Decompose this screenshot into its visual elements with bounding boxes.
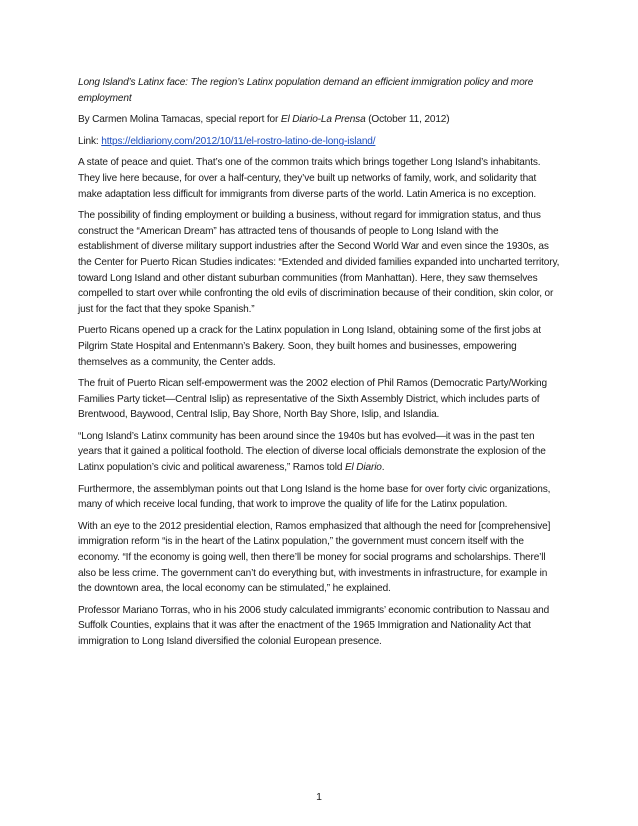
byline-date: (October 11, 2012) xyxy=(365,114,450,126)
paragraph-1: A state of peace and quiet. That’s one of the common traits which brings together Long Island’s inhabitants. They live here because, for over a half-century, they’ve built up networks of family, work, and solidarity that make adaptation less difficult for immigrants from diverse parts of the world. Latin America is no exception. xyxy=(78,157,541,200)
paragraph-8: Professor Mariano Torras, who in his 2006 study calculated immigrants’ economic contribution to Nassau and Suffolk Counties, explains that it was after the enactment of the 1965 Immigration and Nationality Act that immigration to Long Island diversified the colonial European presence. xyxy=(78,604,550,647)
byline-publication: El Diario-La Prensa xyxy=(280,114,366,126)
paragraph-3: Puerto Ricans opened up a crack for the Latinx population in Long Island, obtaining some of the first jobs at Pilgrim State Hospital and Entenmann’s Bakery. Soon, they built homes and businesses, empowering themselves as a community, the Center adds. xyxy=(78,325,541,368)
page-number: 1 xyxy=(316,791,322,803)
document-body xyxy=(78,75,560,656)
source-link-line xyxy=(78,134,560,150)
paragraph-2: The possibility of finding employment or building a business, without regard for immigration status, and thus construct the “American Dream” has attracted tens of thousands of people to Long Island with the establishment of diverse military support industries after the Second World War and even since the 1930s, as the Center for Puerto Rican Studies indicates: “Extended and divided families expanded into uncharted territory, toward Long Island and other distant suburban communities (from Manhattan). Here, they saw themselves compelled to start over while confronting the old evils of discrimination because of their condition, skin color, or just for the fact that they spoke Spanish.” xyxy=(78,210,560,315)
article-title: Long Island’s Latinx face: The region’s Latinx population demand an efficient immigration policy and more employment xyxy=(78,77,534,104)
paragraph-7: With an eye to the 2012 presidential election, Ramos emphasized that although the need for [comprehensive] immigration reform “is in the heart of the Latinx population,” the government must concern itself with the economy. “If the economy is going well, then there’ll be money for social programs and scholarships. There’ll also be less crime. The government can’t do everything but, with investments in infrastructure, for example in the downtown area, the local economy can be stimulated,” he explained. xyxy=(78,520,551,595)
paragraph-4: The fruit of Puerto Rican self-empowerment was the 2002 election of Phil Ramos (Democratic Party/Working Families Party ticket—Central Islip) as representative of the Sixth Assembly District, which includes parts of Brentwood, Baywood, Central Islip, Bay Shore, North Bay Shore, Islip, and Islandia. xyxy=(78,378,547,421)
paragraph-5 xyxy=(78,429,560,476)
quote-text: “Long Island’s Latinx community has been around since the 1940s but has evolved—it was in the past ten years that it gained a political foothold. The election of diverse local officials demonstrate the explosion of the Latinx population’s civic and political awareness,” Ramos told xyxy=(78,430,546,474)
source-link[interactable]: https://eldiariony.com/2012/10/11/el-rostro-latino-de-long-island/ xyxy=(101,135,376,147)
link-label: Link: xyxy=(78,135,102,147)
quote-source: El Diario xyxy=(344,462,382,474)
byline xyxy=(78,112,560,128)
quote-end: . xyxy=(381,462,385,474)
paragraph-6: Furthermore, the assemblyman points out that Long Island is the home base for over forty civic organizations, many of which receive local funding, that work to improve the quality of life for the Latinx population. xyxy=(78,483,551,511)
byline-author: By Carmen Molina Tamacas, special report for xyxy=(78,114,281,126)
